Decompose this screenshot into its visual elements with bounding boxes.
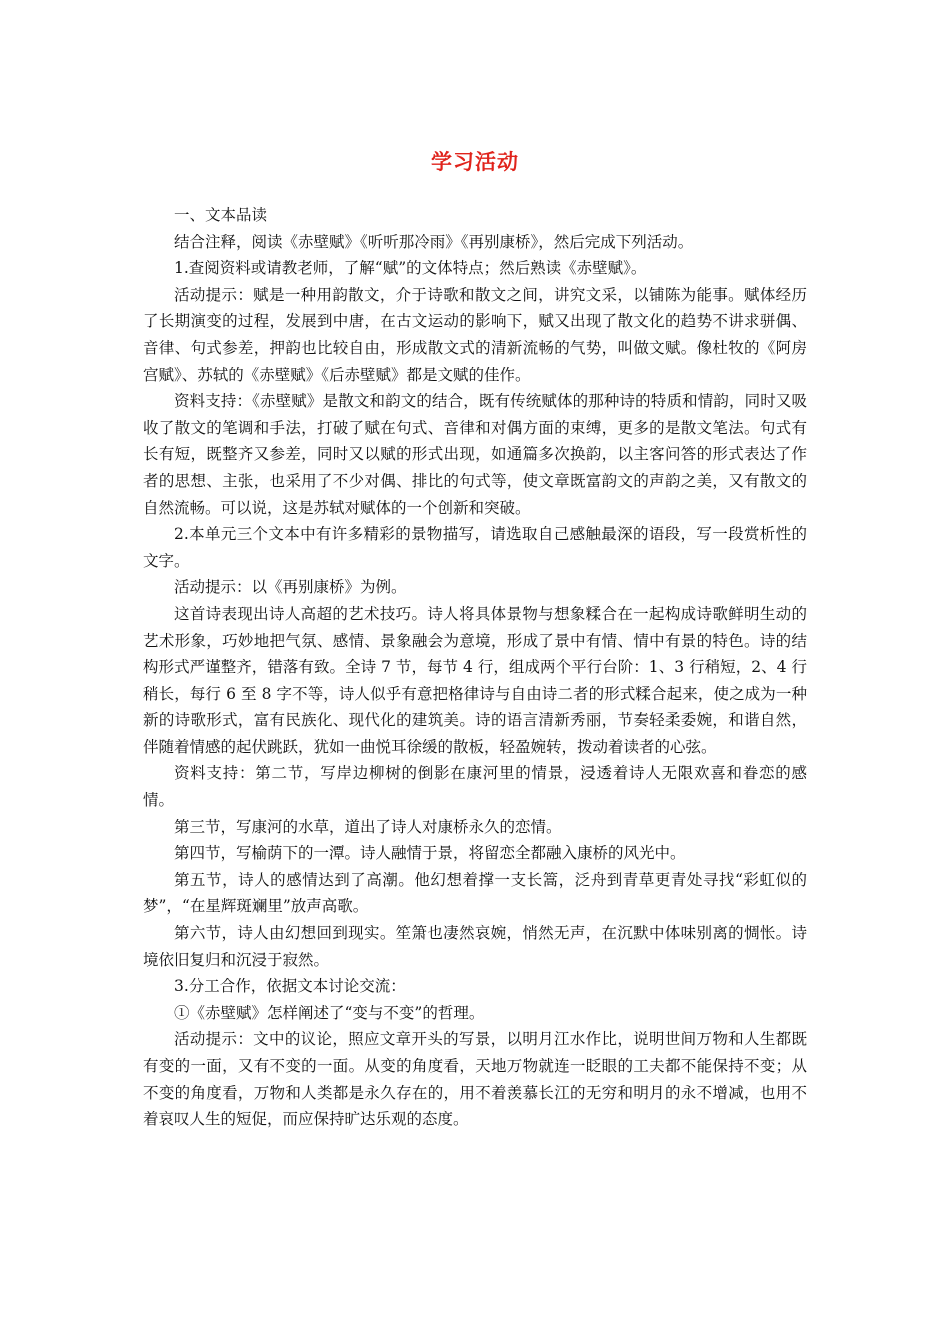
paragraph: 活动提示：以《再别康桥》为例。 xyxy=(174,578,407,597)
task-item: 1.查阅资料或请教老师，了解“赋”的文体特点；然后熟读《赤壁赋》。 xyxy=(174,259,647,278)
paragraph: 第四节，写榆荫下的一潭。诗人融情于景，将留恋全都融入康桥的风光中。 xyxy=(174,844,686,863)
paragraph: 第六节，诗人由幻想回到现实。笙箫也凄然哀婉，悄然无声，在沉默中体味别离的惆怅。诗境依旧复归和沉浸于寂然。 xyxy=(143,924,807,969)
paragraph: 资料支持：《赤壁赋》是散文和韵文的结合，既有传统赋体的那种诗的特质和情韵，同时又吸收了散文的笔调和手法，打破了赋在句式、音律和对偶方面的束缚，更多的是散文笔法。句式有长有短，既整齐又参差，同时又以赋的形式出现，如通篇多次换韵，以主客问答的形式表达了作者的思想、主张，也采用了不少对偶、排比的句式等，使文章既富韵文的声韵之美，又有散文的自然流畅。可以说，这是苏轼对赋体的一个创新和突破。 xyxy=(143,392,807,517)
section-heading: 一、文本品读 xyxy=(174,206,268,224)
paragraph: 资料支持：第二节，写岸边柳树的倒影在康河里的情景，浸透着诗人无限欢喜和眷恋的感情。 xyxy=(143,764,807,810)
paragraph: 活动提示：赋是一种用韵散文，介于诗歌和散文之间，讲究文采，以铺陈为能事。赋体经历了长期演变的过程，发展到中唐，在古文运动的影响下，赋又出现了散文化的趋势不讲求骈偶、音律、句式参差，押韵也比较自由，形成散文式的清新流畅的气势，叫做文赋。像杜牧的《阿房宫赋》、苏轼的《赤壁赋》《后赤壁赋》都是文赋的佳作。 xyxy=(143,285,807,384)
paragraph: 第五节，诗人的感情达到了高潮。他幻想着撑一支长篙，泛舟到青草更青处寻找“彩虹似的梦”，“在星辉斑斓里”放声高歌。 xyxy=(143,870,807,916)
paragraph: 这首诗表现出诗人高超的艺术技巧。诗人将具体景物与想象糅合在一起构成诗歌鲜明生动的艺术形象，巧妙地把气氛、感情、景象融会为意境，形成了景中有情、情中有景的特色。诗的结构形式严谨整齐，错落有致。全诗 7 节，每节 4 行，组成两个平行台阶：1、3 行稍短，2、4 行稍长，每行 6 至 8 字不等，诗人似乎有意把格律诗与自由诗二者的形式糅合起来，使之成为一种新的诗歌形式，富有民族化、现代化的建筑美。诗的语言清新秀丽，节奏轻柔委婉，和谐自然，伴随着情感的起伏跳跃，犹如一曲悦耳徐缓的散板，轻盈婉转，拨动着读者的心弦。 xyxy=(143,604,807,756)
sub-task-item: ①《赤壁赋》怎样阐述了“变与不变”的哲理。 xyxy=(174,1003,485,1022)
document-body xyxy=(143,202,807,1133)
document-title: 学习活动 xyxy=(431,150,519,174)
task-item: 3.分工合作，依据文本讨论交流： xyxy=(174,977,406,996)
task-item: 2.本单元三个文本中有许多精彩的景物描写，请选取自己感触最深的语段，写一段赏析性的文字。 xyxy=(143,525,807,570)
paragraph: 第三节，写康河的水草，道出了诗人对康桥永久的恋情。 xyxy=(174,817,562,836)
paragraph: 结合注释，阅读《赤壁赋》《听听那冷雨》《再别康桥》，然后完成下列活动。 xyxy=(174,232,694,251)
paragraph: 活动提示：文中的议论，照应文章开头的写景，以明月江水作比，说明世间万物和人生都既有变的一面，又有不变的一面。从变的角度看，天地万物就连一眨眼的工夫都不能保持不变；从不变的角度看，万物和人类都是永久存在的，用不着羡慕长江的无穷和明月的永不增减，也用不着哀叹人生的短促，而应保持旷达乐观的态度。 xyxy=(143,1030,807,1129)
